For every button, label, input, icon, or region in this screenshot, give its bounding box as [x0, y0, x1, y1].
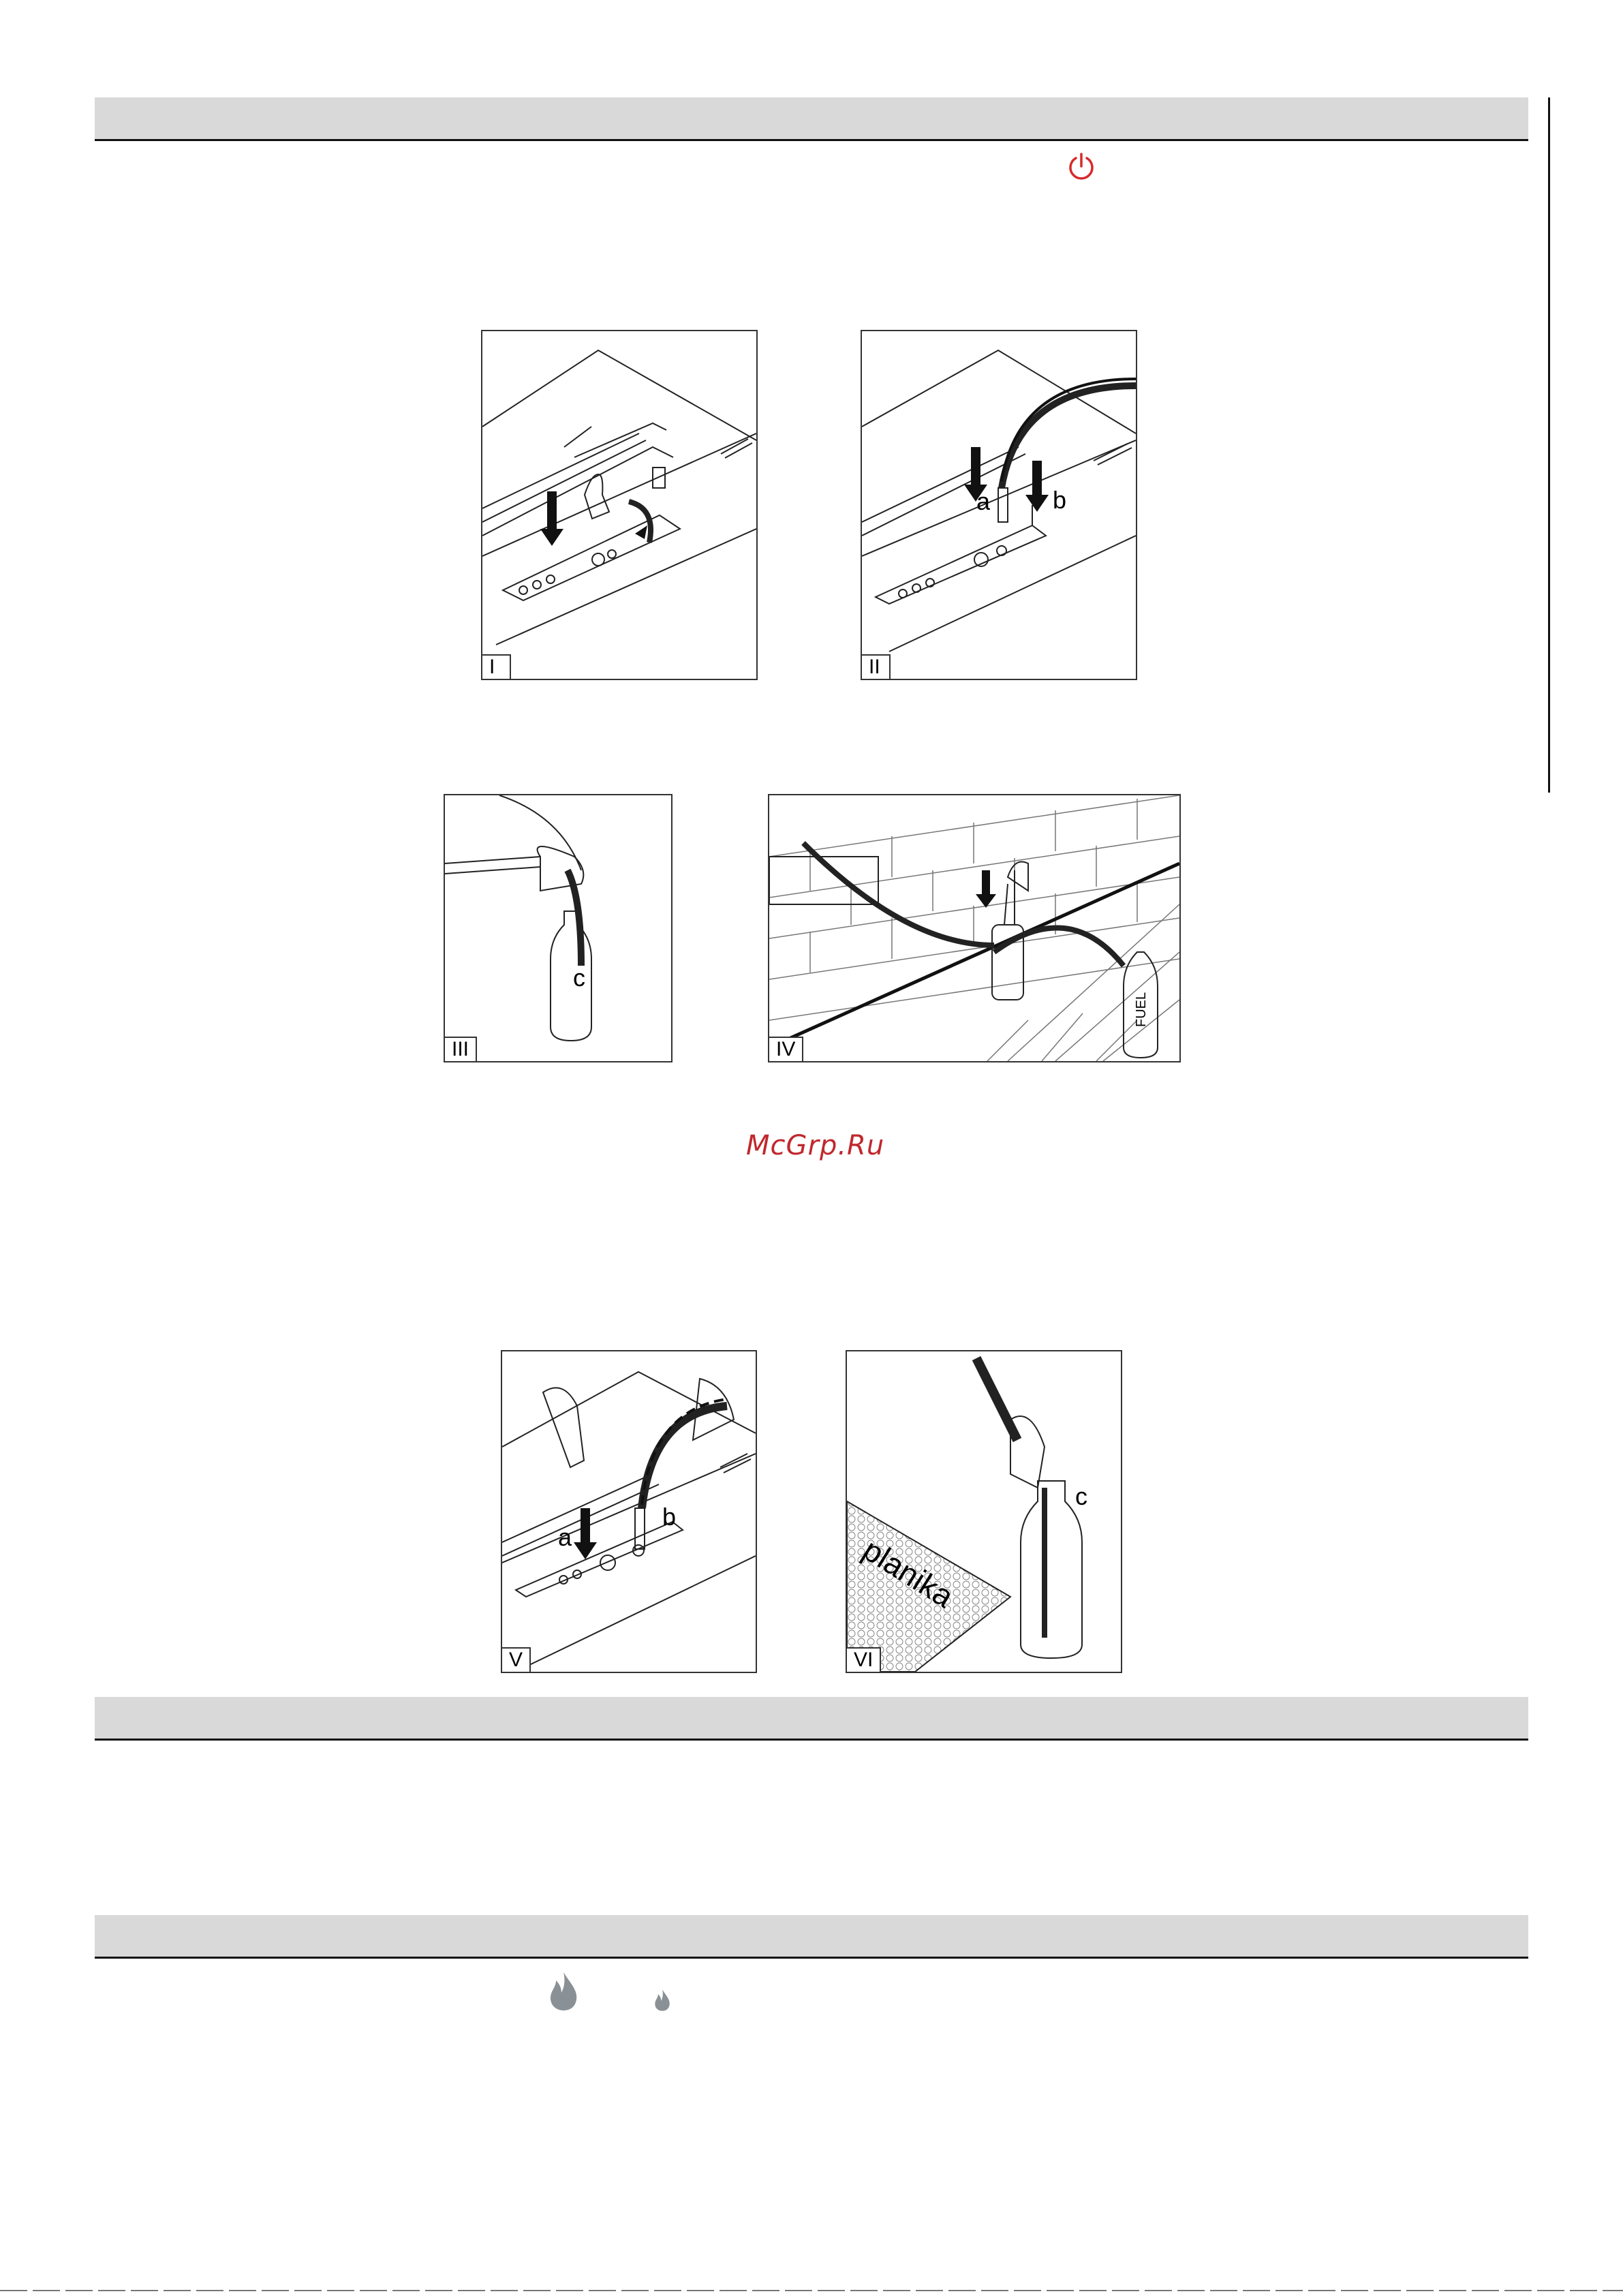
power-icon	[1066, 151, 1097, 183]
callout-c: c	[573, 964, 585, 992]
page-bottom-rule	[0, 2290, 1623, 2291]
figure-tag: II	[862, 654, 891, 679]
figure-tag: IV	[769, 1037, 803, 1061]
callout-a: a	[558, 1523, 572, 1551]
figure-iii-drawing	[445, 795, 671, 1061]
bottle-label: FUEL	[1134, 992, 1149, 1027]
margin-rule	[1548, 97, 1550, 793]
figure-iv	[768, 794, 1181, 1062]
flame-small-icon	[653, 1989, 672, 2012]
mat-label: planika	[856, 1531, 960, 1614]
figure-ii-drawing	[862, 331, 1136, 679]
callout-a: a	[976, 487, 991, 515]
section-header-band-2	[95, 1697, 1528, 1741]
figure-i-drawing	[482, 331, 756, 679]
figure-vi	[846, 1350, 1122, 1673]
watermark: McGrp.Ru	[746, 1130, 885, 1161]
figure-tag: VI	[847, 1647, 881, 1672]
figure-tag: I	[482, 654, 511, 679]
figure-tag: III	[445, 1037, 477, 1061]
figure-i	[481, 330, 758, 680]
callout-b: b	[1053, 486, 1067, 514]
figure-v-drawing	[502, 1351, 756, 1672]
callout-b: b	[662, 1503, 677, 1531]
flame-large-icon	[546, 1971, 581, 2012]
figure-tag: V	[502, 1647, 531, 1672]
figure-iv-drawing	[769, 795, 1179, 1061]
callout-c: c	[1075, 1482, 1087, 1510]
figure-ii	[861, 330, 1137, 680]
section-header-band-3	[95, 1915, 1528, 1959]
figure-v	[501, 1350, 757, 1673]
figure-vi-drawing	[847, 1351, 1121, 1672]
section-header-band-1	[95, 97, 1528, 141]
figure-iii	[444, 794, 673, 1062]
